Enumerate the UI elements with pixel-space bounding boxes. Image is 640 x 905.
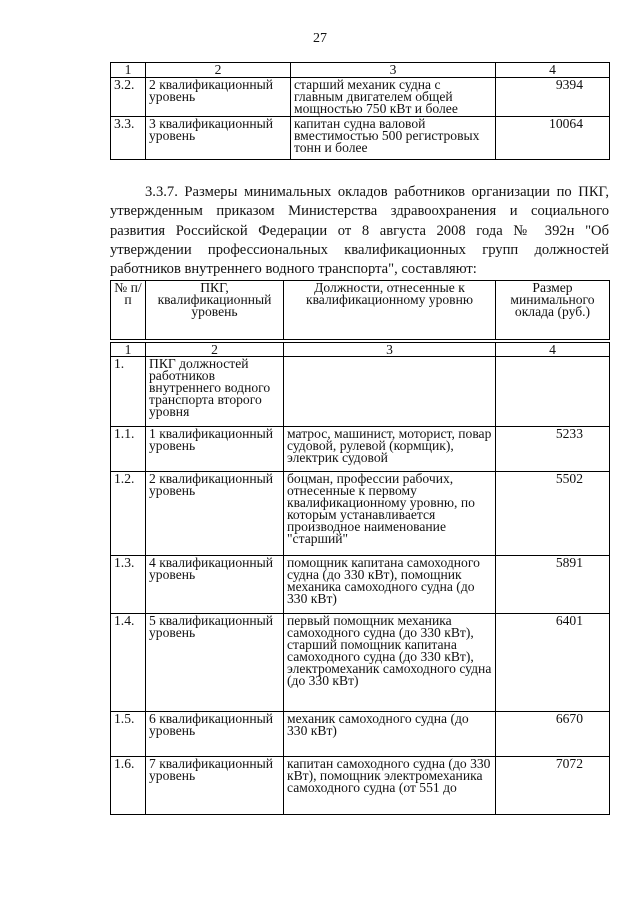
paragraph-line: развития Российской Федерации от 8 августа 2008 года № 392н "Об [110,222,609,239]
position-list: матрос, машинист, моторист, повар судовой, рулевой (кормщик), электрик судовой [284,427,496,472]
position-list: помощник капитана самоходного судна (до 330 кВт), помощник механика самоходного судна (до 330 кВт) [284,556,496,614]
table-row [111,427,610,472]
column-number: 4 [496,343,610,357]
minimum-salary: 5891 [496,556,610,614]
column-number: 3 [291,63,496,78]
qualification-level: ПКГ должностей работников внутреннего водного транспорта второго уровня [146,357,284,427]
minimum-salary: 10064 [496,117,610,160]
position-list: старший механик судна с главным двигателем общей мощностью 750 кВт и более [291,78,496,117]
page-number: 27 [313,31,327,46]
column-number: 3 [284,343,496,357]
column-number: 1 [111,63,146,78]
salary-table-continued [110,62,610,160]
row-number: 3.3. [111,117,146,160]
row-number: 1. [111,357,146,427]
row-number: 1.1. [111,427,146,472]
header-row-number: № п/п [111,281,146,340]
table-row [111,757,610,815]
position-list: капитан судна валовой вместимостью 500 регистровых тонн и более [291,117,496,160]
table-row [111,117,610,160]
qualification-level: 3 квалификационный уровень [146,117,291,160]
paragraph-line: 3.3.7. Размеры минимальных окладов работников организации по ПКГ, [145,184,609,200]
salary-paragraph [110,183,609,279]
column-number: 2 [146,63,291,78]
salary-table [110,280,610,815]
paragraph-line: утверждении профессиональных квалификационных групп должностей [110,241,609,258]
table-row [111,712,610,757]
column-number: 2 [146,343,284,357]
table-row [111,78,610,117]
paragraph-line: работников внутреннего водного транспорта", составляют: [110,261,477,278]
minimum-salary: 7072 [496,757,610,815]
row-number: 1.5. [111,712,146,757]
row-number: 3.2. [111,78,146,117]
minimum-salary: 5233 [496,427,610,472]
qualification-level: 1 квалификационный уровень [146,427,284,472]
column-number: 4 [496,63,610,78]
header-minimum-salary: Размер минимального оклада (руб.) [496,281,610,340]
position-list: боцман, профессии рабочих, отнесенные к первому квалификационному уровню, по которым устанавливается производное наименование "старший" [284,472,496,556]
table-row [111,614,610,712]
qualification-level: 2 квалификационный уровень [146,472,284,556]
row-number: 1.3. [111,556,146,614]
table-column-numbers [111,343,610,357]
table-header [111,281,610,340]
row-number: 1.6. [111,757,146,815]
minimum-salary [496,357,610,427]
table-row [111,357,610,427]
qualification-level: 2 квалификационный уровень [146,78,291,117]
position-list: первый помощник механика самоходного судна (до 330 кВт), старший помощник капитана самоходного судна (до 330 кВт), электромеханик самоходного судна (до 330 кВт) [284,614,496,712]
qualification-level: 7 квалификационный уровень [146,757,284,815]
minimum-salary: 6670 [496,712,610,757]
header-positions: Должности, отнесенные к квалификационному уровню [284,281,496,340]
row-number: 1.4. [111,614,146,712]
qualification-level: 6 квалификационный уровень [146,712,284,757]
minimum-salary: 9394 [496,78,610,117]
minimum-salary: 5502 [496,472,610,556]
table-row [111,556,610,614]
paragraph-line: утвержденным приказом Министерства здравоохранения и социального [110,203,609,220]
minimum-salary: 6401 [496,614,610,712]
header-qualification-level: ПКГ, квалификационный уровень [146,281,284,340]
qualification-level: 5 квалификационный уровень [146,614,284,712]
position-list: механик самоходного судна (до 330 кВт) [284,712,496,757]
table-column-numbers [111,63,610,78]
position-list [284,357,496,427]
qualification-level: 4 квалификационный уровень [146,556,284,614]
position-list: капитан самоходного судна (до 330 кВт), помощник электромеханика самоходного судна (от 551 до [284,757,496,815]
table-row [111,472,610,556]
column-number: 1 [111,343,146,357]
row-number: 1.2. [111,472,146,556]
